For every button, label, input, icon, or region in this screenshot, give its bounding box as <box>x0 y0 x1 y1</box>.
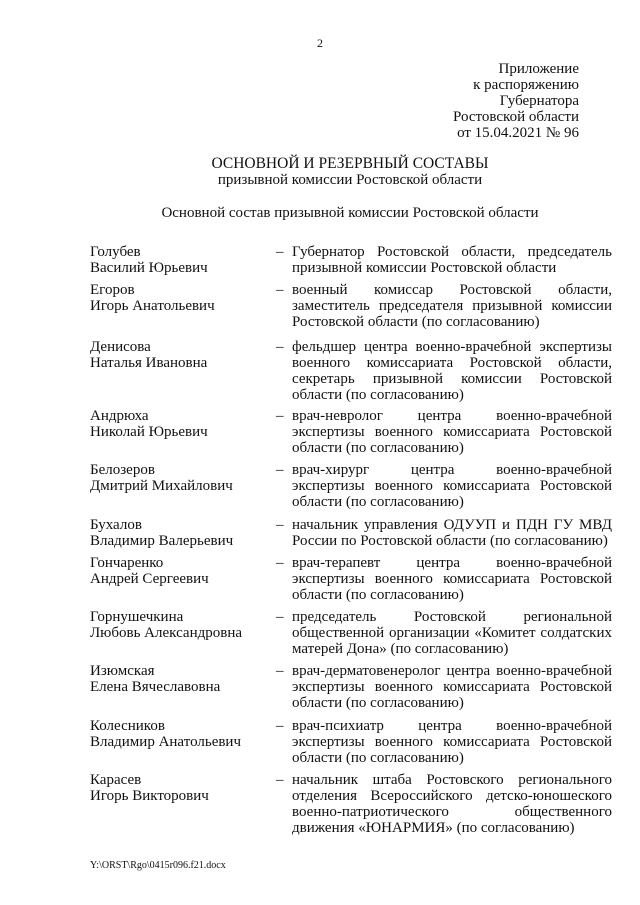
member-role: Губернатор Ростовской области, председатель призывной комиссии Ростовской области <box>292 244 612 276</box>
member-dash: – <box>276 555 284 571</box>
member-surname: Колесников <box>90 718 165 734</box>
appendix-line: Губернатора <box>499 93 579 109</box>
member-dash: – <box>276 517 284 533</box>
member-row <box>90 282 612 339</box>
member-dash: – <box>276 408 284 424</box>
member-dash: – <box>276 339 284 355</box>
member-row <box>90 663 612 718</box>
member-row <box>90 408 612 462</box>
member-surname: Егоров <box>90 282 135 298</box>
document-title: ОСНОВНОЙ И РЕЗЕРВНЫЙ СОСТАВЫ <box>211 155 489 172</box>
member-surname: Изюмская <box>90 663 155 679</box>
member-given-name: Владимир Валерьевич <box>90 533 234 549</box>
member-role: фельдшер центра военно-врачебной экспертизы военного комиссариата Ростовской области, секретарь призывной комиссии Ростовской области (по согласованию) <box>292 339 612 403</box>
member-role: начальник штаба Ростовского регионального отделения Всероссийского детско-юношеского военно-патриотического общественного движения «ЮНАРМИЯ» (по согласованию) <box>292 772 612 836</box>
member-given-name: Игорь Анатольевич <box>90 298 215 314</box>
member-given-name: Наталья Ивановна <box>90 355 208 371</box>
member-given-name: Владимир Анатольевич <box>90 734 242 750</box>
appendix-line: к распоряжению <box>473 77 579 93</box>
member-name <box>90 462 276 517</box>
member-name <box>90 339 276 408</box>
member-surname: Гончаренко <box>90 555 164 571</box>
member-surname: Белозеров <box>90 462 155 478</box>
members-list <box>90 244 612 844</box>
page-number: 2 <box>317 36 323 50</box>
member-role: врач-психиатр центра военно-врачебной экспертизы военного комиссариата Ростовской области (по согласованию) <box>292 718 612 766</box>
member-given-name: Любовь Александровна <box>90 625 242 641</box>
member-given-name: Андрей Сергеевич <box>90 571 209 587</box>
member-surname: Горнушечкина <box>90 609 184 625</box>
member-row <box>90 555 612 609</box>
member-name <box>90 609 276 663</box>
member-surname: Карасев <box>90 772 142 788</box>
member-name <box>90 244 276 282</box>
member-role: врач-невролог центра военно-врачебной экспертизы военного комиссариата Ростовской области (по согласованию) <box>292 408 612 456</box>
member-given-name: Игорь Викторович <box>90 788 209 804</box>
member-row <box>90 339 612 408</box>
member-role: врач-дерматовенеролог центра военно-врачебной экспертизы военного комиссариата Ростовской области (по согласованию) <box>292 663 612 711</box>
member-given-name: Дмитрий Михайлович <box>90 478 233 494</box>
member-name <box>90 772 276 844</box>
member-surname: Голубев <box>90 244 141 260</box>
member-given-name: Василий Юрьевич <box>90 260 208 276</box>
member-surname: Андрюха <box>90 408 149 424</box>
section-heading: Основной состав призывной комиссии Ростовской области <box>161 205 539 221</box>
member-row <box>90 772 612 844</box>
document-subtitle: призывной комиссии Ростовской области <box>217 172 483 188</box>
appendix-line: Ростовской области <box>453 109 579 125</box>
member-surname: Бухалов <box>90 517 142 533</box>
member-name <box>90 663 276 718</box>
member-dash: – <box>276 462 284 478</box>
member-given-name: Елена Вячеславовна <box>90 679 221 695</box>
member-name <box>90 408 276 462</box>
member-role: врач-терапевт центра военно-врачебной экспертизы военного комиссариата Ростовской области (по согласованию) <box>292 555 612 603</box>
member-row <box>90 609 612 663</box>
member-surname: Денисова <box>90 339 151 355</box>
member-role: начальник управления ОДУУП и ПДН ГУ МВД России по Ростовской области (по согласованию) <box>292 517 612 549</box>
member-role: председатель Ростовской региональной общественной организации «Комитет солдатских матерей Дона» (по согласованию) <box>292 609 612 657</box>
appendix-line: от 15.04.2021 № 96 <box>457 125 579 141</box>
member-dash: – <box>276 282 284 298</box>
member-name <box>90 282 276 339</box>
appendix-line: Приложение <box>498 61 579 77</box>
member-row <box>90 718 612 772</box>
member-name <box>90 718 276 772</box>
member-role: врач-хирург центра военно-врачебной экспертизы военного комиссариата Ростовской области (по согласованию) <box>292 462 612 510</box>
member-dash: – <box>276 244 284 260</box>
member-dash: – <box>276 663 284 679</box>
member-dash: – <box>276 718 284 734</box>
member-given-name: Николай Юрьевич <box>90 424 208 440</box>
member-name <box>90 555 276 609</box>
member-dash: – <box>276 772 284 788</box>
member-row <box>90 244 612 282</box>
appendix-block <box>379 61 579 141</box>
member-row <box>90 517 612 555</box>
footer-file-path: Y:\ORST\Rgo\0415r096.f21.docx <box>90 860 226 871</box>
member-name <box>90 517 276 555</box>
member-row <box>90 462 612 517</box>
member-role: военный комиссар Ростовской области, заместитель председателя призывной комиссии Ростовской области (по согласованию) <box>292 282 612 330</box>
member-dash: – <box>276 609 284 625</box>
